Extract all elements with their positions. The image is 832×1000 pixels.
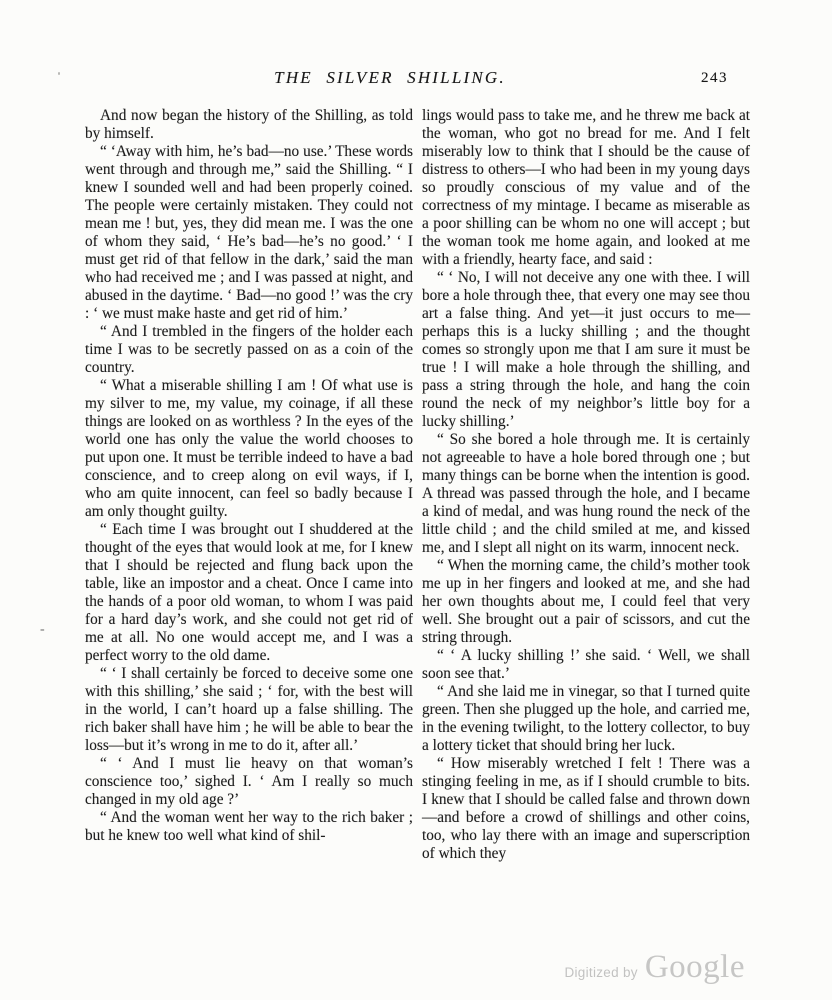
page-header: [0, 68, 832, 92]
paragraph: “ So she bored a hole through me. It is certainly not agreeable to have a hole bored through one ; but many things can be borne when the intention is good. A thread was passed through the hole, and I became a kind of medal, and was hung round the neck of the little child ; and the child smiled at me, and kissed me, and I slept all night on its warm, innocent neck.: [422, 431, 750, 556]
paragraph-continuation: lings would pass to take me, and he threw me back at the woman, who got no bread for me. And I felt miserably low to think that I should be the cause of distress to others—I who had been in my young days so proudly conscious of my value and of the correctness of my mintage. I became as miserable as a poor shilling can be whom no one will accept ; but the woman took me home again, and looked at me with a friendly, hearty face, and said :: [422, 107, 750, 268]
paragraph: “ How miserably wretched I felt ! There was a stinging feeling in me, as if I should crumble to bits. I knew that I should be called false and thrown down—and before a crowd of shillings and other coins, too, who lay there with an image and superscription of which they: [422, 755, 750, 862]
scan-margin-mark: -: [40, 622, 45, 637]
running-head-title: THE SILVER SHILLING.: [274, 68, 506, 87]
page-number: 243: [701, 70, 728, 86]
paragraph: “ ‘Away with him, he’s bad—no use.’ These words went through and through me,” said the Shilling. “ I knew I sounded well and had been properly coined. The people were certainly mistaken. They could not mean me ! but, yes, they did mean me. I was the one of whom they said, ‘ He’s bad—he’s no good.’ ‘ I must get rid of that fellow in the dark,’ said the man who had received me ; and I was passed at night, and abused in the daytime. ‘ Bad—no good !’ was the cry : ‘ we must make haste and get rid of him.’: [85, 143, 413, 322]
paragraph: “ ‘ A lucky shilling !’ she said. ‘ Well, we shall soon see that.’: [422, 647, 750, 682]
right-column: [422, 107, 750, 863]
left-column: [85, 107, 413, 863]
paragraph: “ When the morning came, the child’s mother took me up in her fingers and looked at me, and she had her own thoughts about me, I could feel that very well. She brought out a pair of scissors, and cut the string through.: [422, 557, 750, 646]
google-logo: Google: [644, 949, 745, 985]
paragraph: “ ‘ And I must lie heavy on that woman’s conscience too,’ sighed I. ‘ Am I really so much changed in my old age ?’: [85, 755, 413, 808]
paragraph: “ Each time I was brought out I shuddered at the thought of the eyes that would look at me, for I knew that I should be rejected and flung back upon the table, like an impostor and a cheat. Once I came into the hands of a poor old woman, to whom I was paid for a hard day’s work, and she could not get rid of me at all. No one would accept me, and I was a perfect worry to the old dame.: [85, 521, 413, 664]
scan-speck: [58, 72, 60, 75]
paragraph: “ And she laid me in vinegar, so that I turned quite green. Then she plugged up the hole, and carried me, in the evening twilight, to the lottery collector, to buy a lottery ticket that should bring her luck.: [422, 683, 750, 754]
digitized-by-label: Digitized by: [564, 965, 638, 980]
paragraph: “ ‘ I shall certainly be forced to deceive some one with this shilling,’ she said ; ‘ for, with the best will in the world, I can’t hoard up a false shilling. The rich baker shall have him ; he will be able to bear the loss—but it’s wrong in me to do it, after all.’: [85, 665, 413, 754]
paragraph: “ And I trembled in the fingers of the holder each time I was to be secretly passed on as a coin of the country.: [85, 323, 413, 376]
text-columns: [85, 107, 750, 863]
paragraph: “ And the woman went her way to the rich baker ; but he knew too well what kind of shil-: [85, 809, 413, 844]
paragraph: And now began the history of the Shilling, as told by himself.: [85, 107, 413, 142]
watermark: [564, 949, 745, 986]
paragraph: “ What a miserable shilling I am ! Of what use is my silver to me, my value, my coinage, if all these things are looked on as worthless ? In the eyes of the world one has only the value the world chooses to put upon one. It must be terrible indeed to have a bad conscience, and to creep along on evil ways, if I, who am quite innocent, can feel so badly because I am only thought guilty.: [85, 377, 413, 520]
paragraph: “ ‘ No, I will not deceive any one with thee. I will bore a hole through thee, that every one may see thou art a false thing. And yet—it just occurs to me—perhaps this is a lucky shilling ; and the thought comes so strongly upon me that I am sure it must be true ! I will make a hole through the shilling, and pass a string through the hole, and hang the coin round the neck of my neighbor’s little boy for a lucky shilling.’: [422, 269, 750, 430]
